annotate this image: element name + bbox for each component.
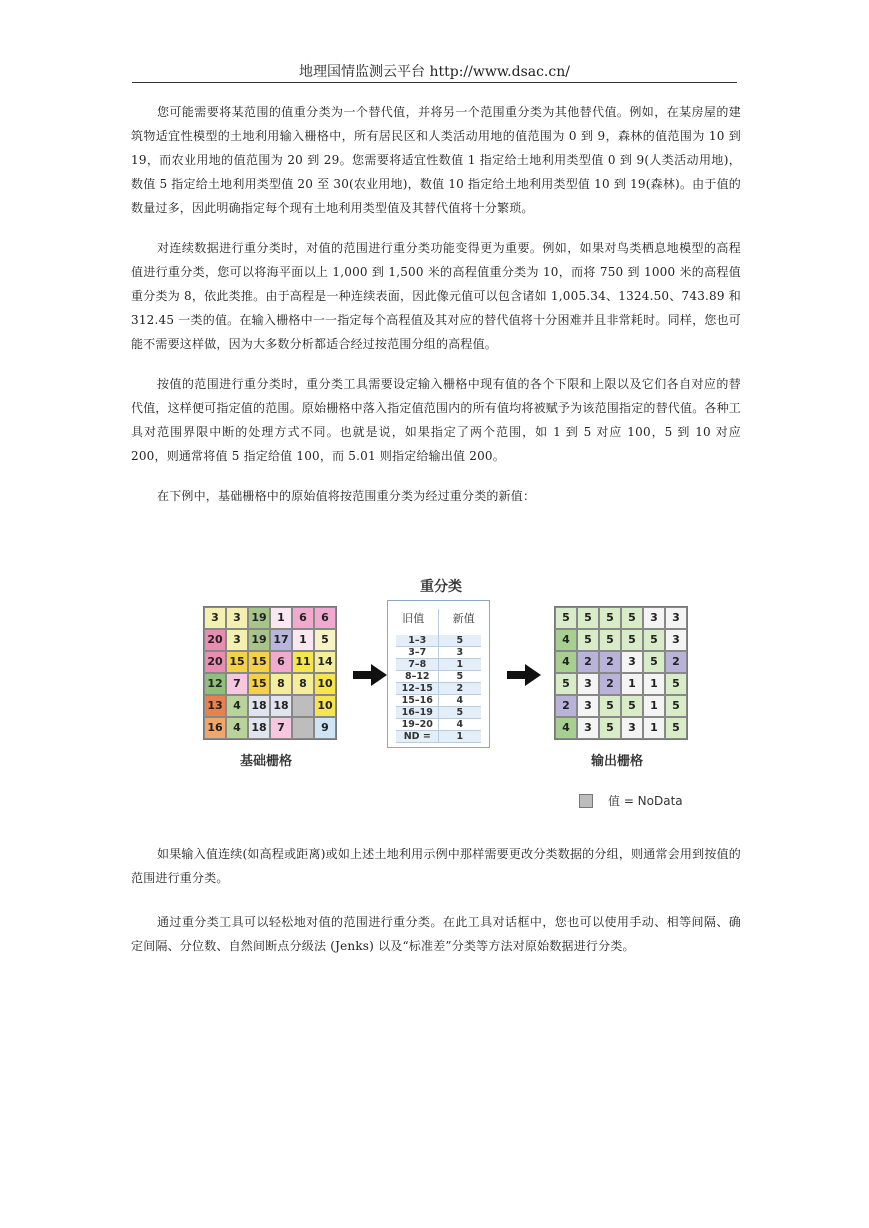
base-grid-cell: 3 <box>204 607 226 629</box>
base-grid-cell: 6 <box>314 607 336 629</box>
reclassify-figure <box>198 570 698 815</box>
output-grid-cell: 5 <box>577 607 599 629</box>
output-grid-cell: 3 <box>621 651 643 673</box>
old-value-cell: 12–15 <box>401 683 433 694</box>
base-grid-cell: 10 <box>314 673 336 695</box>
old-value-cell: 8–12 <box>404 671 430 682</box>
nodata-legend-swatch <box>579 794 593 808</box>
arrow-right-icon <box>353 664 387 686</box>
new-value-cell: 1 <box>456 659 464 670</box>
output-grid-cell: 5 <box>599 629 621 651</box>
base-raster-label: 基础栅格 <box>240 754 293 769</box>
output-grid-cell: 3 <box>643 607 665 629</box>
base-grid-cell: 15 <box>248 651 270 673</box>
header-divider <box>132 82 737 83</box>
base-grid-cell: 3 <box>226 629 248 651</box>
output-grid-cell: 2 <box>599 673 621 695</box>
output-grid-cell: 4 <box>555 629 577 651</box>
base-grid-cell: 9 <box>314 717 336 739</box>
base-grid-cell: 7 <box>226 673 248 695</box>
output-grid-cell: 4 <box>555 717 577 739</box>
base-grid-cell: 12 <box>204 673 226 695</box>
table-divider <box>438 609 439 743</box>
output-grid-cell: 3 <box>577 673 599 695</box>
base-grid-cell: 14 <box>314 651 336 673</box>
old-value-header: 旧值 <box>402 612 425 625</box>
base-grid-cell: 4 <box>226 717 248 739</box>
base-grid-cell: 6 <box>292 607 314 629</box>
base-grid-cell: 6 <box>270 651 292 673</box>
paragraph: 您可能需要将某范围的值重分类为一个替代值，并将另一个范围重分类为其他替代值。例如，在某房屋的建筑物适宜性模型的土地利用输入栅格中，所有居民区和人类活动用地的值范围为 0 到 9，森林的值范围为 10 到 19，而农业用地的值范围为 20 到 29。您需要将适宜性数值 1 指定给土地利用类型值 0 到 9(人类活动用地)，数值 5 指定给土地利用类型值 20 至 30(农业用地)，数值 10 指定给土地利用类型值 10 到 19(森林)。由于值的数量过多，因此明确指定每个现有土地利用类型值及其替代值将十分繁琐。 <box>131 105 741 215</box>
base-grid-cell: 20 <box>204 629 226 651</box>
old-value-cell: 16–19 <box>401 707 433 718</box>
output-raster-grid <box>554 606 688 740</box>
output-grid-cell: 1 <box>621 673 643 695</box>
output-grid-cell: 5 <box>643 651 665 673</box>
base-grid-cell: 10 <box>314 695 336 717</box>
new-value-cell: 3 <box>456 647 464 658</box>
new-value-cell: 5 <box>456 671 464 682</box>
base-grid-cell: 7 <box>270 717 292 739</box>
output-grid-cell: 5 <box>599 607 621 629</box>
base-grid-cell: 5 <box>314 629 336 651</box>
output-grid-cell: 1 <box>643 673 665 695</box>
old-value-cell: 7–8 <box>408 659 427 670</box>
base-grid-cell: 19 <box>248 629 270 651</box>
new-value-cell: 1 <box>456 731 464 742</box>
base-grid-cell: 11 <box>292 651 314 673</box>
new-value-cell: 4 <box>456 695 464 706</box>
output-grid-cell: 5 <box>665 717 687 739</box>
output-raster-label: 输出栅格 <box>591 754 644 769</box>
paragraph: 通过重分类工具可以轻松地对值的范围进行重分类。在此工具对话框中，您也可以使用手动、相等间隔、确定间隔、分位数、自然间断点分级法 (Jenks) 以及“标准差”分类等方法对原始数据进行分类。 <box>131 915 741 953</box>
output-grid-cell: 3 <box>621 717 643 739</box>
output-grid-cell: 1 <box>643 695 665 717</box>
output-grid-cell: 3 <box>577 695 599 717</box>
base-grid-cell: 3 <box>226 607 248 629</box>
output-grid-cell: 5 <box>665 695 687 717</box>
output-grid-cell: 3 <box>665 629 687 651</box>
old-value-cell: ND = <box>403 731 431 742</box>
output-grid-cell: 5 <box>599 695 621 717</box>
output-grid-cell: 5 <box>621 607 643 629</box>
base-raster-grid <box>203 606 337 740</box>
base-grid-cell: 19 <box>248 607 270 629</box>
base-grid-cell: 1 <box>270 607 292 629</box>
output-grid-cell: 3 <box>577 717 599 739</box>
output-grid-cell: 1 <box>643 717 665 739</box>
output-grid-cell: 5 <box>599 717 621 739</box>
paragraph: 如果输入值连续(如高程或距离)或如上述土地利用示例中那样需要更改分类数据的分组，则通常会用到按值的范围进行重分类。 <box>131 847 741 885</box>
base-grid-cell: 8 <box>292 673 314 695</box>
output-grid-cell: 3 <box>665 607 687 629</box>
base-grid-cell: 17 <box>270 629 292 651</box>
output-grid-cell: 4 <box>555 651 577 673</box>
reclassify-table-title: 重分类 <box>420 579 462 595</box>
output-grid-cell: 5 <box>643 629 665 651</box>
old-value-cell: 1–3 <box>408 635 427 646</box>
base-grid-cell: 4 <box>226 695 248 717</box>
old-value-cell: 15–16 <box>401 695 433 706</box>
new-value-cell: 5 <box>456 635 464 646</box>
output-grid-cell: 5 <box>665 673 687 695</box>
arrow-right-icon <box>507 664 541 686</box>
paragraph: 对连续数据进行重分类时，对值的范围进行重分类功能变得更为重要。例如，如果对鸟类栖息地模型的高程值进行重分类，您可以将海平面以上 1,000 到 1,500 米的高程值重分类为 10，而将 750 到 1000 米的高程值重分类为 8，依此类推。由于高程是一种连续表面，因此像元值可以包含诸如 1,005.34、1324.50、743.89 和 312.45 一类的值。在输入栅格中一一指定每个高程值及其对应的替代值将十分困难并且非常耗时。同样，您也可能不需要这样做，因为大多数分析都适合经过按范围分组的高程值。 <box>131 241 741 351</box>
output-grid-cell: 2 <box>599 651 621 673</box>
base-grid-cell: 15 <box>248 673 270 695</box>
output-grid-cell: 2 <box>555 695 577 717</box>
nodata-legend-label: 值 = NoData <box>608 794 683 808</box>
output-grid-cell: 5 <box>555 607 577 629</box>
paragraph: 按值的范围进行重分类时，重分类工具需要设定输入栅格中现有值的各个下限和上限以及它们各自对应的替代值，这样便可指定值的范围。原始栅格中落入指定值范围内的所有值均将被赋予为该范围指定的替代值。各种工具对范围界限中断的处理方式不同。也就是说，如果指定了两个范围，如 1 到 5 对应 100，5 到 10 对应 200，则通常将值 5 指定给值 100，而 5.01 则指定给输出值 200。 <box>131 377 742 463</box>
output-grid-cell: 2 <box>577 651 599 673</box>
new-value-cell: 4 <box>456 719 464 730</box>
reclassify-table <box>387 600 490 748</box>
base-grid-cell <box>292 695 314 717</box>
output-grid-cell: 2 <box>665 651 687 673</box>
base-grid-cell <box>292 717 314 739</box>
output-grid-cell: 5 <box>555 673 577 695</box>
base-grid-cell: 13 <box>204 695 226 717</box>
output-grid-cell: 5 <box>577 629 599 651</box>
base-grid-cell: 8 <box>270 673 292 695</box>
new-value-header: 新值 <box>452 612 475 625</box>
base-grid-cell: 20 <box>204 651 226 673</box>
old-value-cell: 19–20 <box>401 719 433 730</box>
base-grid-cell: 18 <box>248 717 270 739</box>
base-grid-cell: 16 <box>204 717 226 739</box>
base-grid-cell: 18 <box>248 695 270 717</box>
new-value-cell: 2 <box>456 683 464 694</box>
old-value-cell: 3–7 <box>408 647 427 658</box>
page-header: 地理国情监测云平台 http://www.dsac.cn/ <box>299 64 570 80</box>
base-grid-cell: 18 <box>270 695 292 717</box>
new-value-cell: 5 <box>456 707 464 718</box>
base-grid-cell: 15 <box>226 651 248 673</box>
output-grid-cell: 5 <box>621 629 643 651</box>
paragraph: 在下例中，基础栅格中的原始值将按范围重分类为经过重分类的新值： <box>157 489 536 503</box>
output-grid-cell: 5 <box>621 695 643 717</box>
base-grid-cell: 1 <box>292 629 314 651</box>
